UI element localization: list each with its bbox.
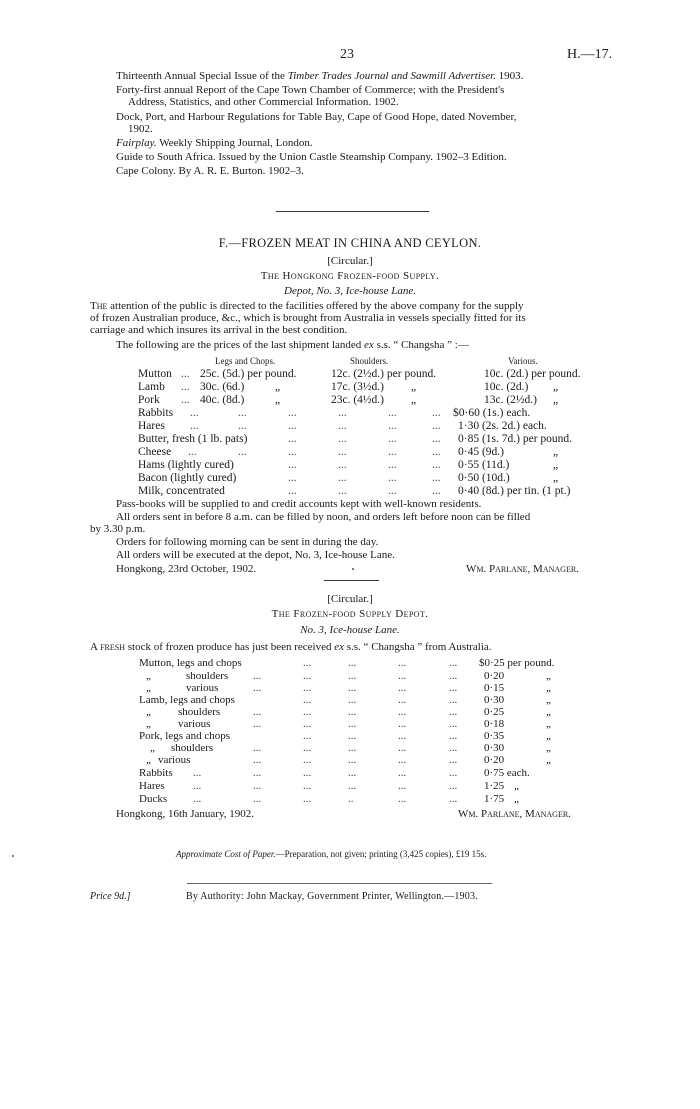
leader-dots: ... xyxy=(303,657,312,669)
drop-word: A fresh xyxy=(90,641,125,653)
table-row xyxy=(0,793,700,806)
leader-dots: ... xyxy=(388,472,397,484)
reference-item: Guide to South Africa. Issued by the Union Castle Steamship Company. 1902–3 Edition. xyxy=(116,151,507,163)
column-header-legs: Legs and Chops. xyxy=(215,356,276,366)
leader-dots: ... xyxy=(449,670,458,682)
leader-dots: ... xyxy=(338,420,347,432)
ditto-mark: „ xyxy=(146,706,151,718)
price-label: Price 9d.] xyxy=(90,891,131,902)
leader-dots: ... xyxy=(398,793,407,805)
leader-dots: ... xyxy=(432,420,441,432)
leader-dots: ... xyxy=(338,407,347,419)
item-name: Hams (lightly cured) xyxy=(138,459,234,471)
item-price: 0·15 xyxy=(484,682,505,694)
leader-dots: ... xyxy=(398,730,407,742)
leader-dots: ... xyxy=(303,742,312,754)
item-name: various xyxy=(178,718,211,730)
ditto-mark: „ xyxy=(546,742,551,754)
reference-item: Cape Colony. By A. R. E. Burton. 1902–3. xyxy=(116,165,304,177)
circular-label: [Circular.] xyxy=(327,255,373,267)
circular-heading: The Hongkong Frozen-food Supply. xyxy=(260,270,440,282)
leader-dots: ... xyxy=(338,459,347,471)
leader-dots: ... xyxy=(338,472,347,484)
leader-dots: ... xyxy=(398,780,407,792)
leader-dots: ... xyxy=(190,407,199,419)
leader-dots: ... xyxy=(449,657,458,669)
section-title: F.—FROZEN MEAT IN CHINA AND CEYLON. xyxy=(218,236,482,250)
leader-dots: ... xyxy=(449,682,458,694)
table-row xyxy=(0,420,700,434)
leader-dots: ... xyxy=(432,446,441,458)
leader-dots: ... xyxy=(288,446,297,458)
table-row xyxy=(0,433,700,447)
leader-dots: ... xyxy=(190,420,199,432)
leader-dots: ... xyxy=(388,433,397,445)
leader-dots: ... xyxy=(303,670,312,682)
printer-authority: By Authority: John Mackay, Government Printer, Wellington.—1903. xyxy=(186,891,478,902)
legs-price: 30c. (6d.) xyxy=(200,381,245,393)
leader-dots: ... xyxy=(449,767,458,779)
various-price: 10c. (2d.) per pound. xyxy=(484,368,581,380)
reference-year: 1903. xyxy=(495,70,524,82)
leader-dots: ... xyxy=(188,446,197,458)
circular-label: [Circular.] xyxy=(327,593,373,605)
leader-dots: ... xyxy=(432,407,441,419)
leader-dots: ... xyxy=(253,682,262,694)
ditto-mark: „ xyxy=(553,394,559,406)
item-price: 0·25 xyxy=(484,706,505,718)
signature: Wm. Parlane, Manager. xyxy=(458,808,571,820)
leader-dots: ... xyxy=(388,485,397,497)
drop-word: The xyxy=(90,300,108,312)
leader-dots: ... xyxy=(193,780,202,792)
ditto-mark: „ xyxy=(514,793,519,805)
item-price: 0·30 xyxy=(484,742,505,754)
leader-dots: ... xyxy=(449,780,458,792)
table-row xyxy=(0,381,700,395)
ditto-mark: „ xyxy=(275,394,281,406)
reference-item-continued: Address, Statistics, and other Commercial Information. 1902. xyxy=(128,96,399,108)
table-row xyxy=(0,780,700,793)
reference-title: Fairplay. xyxy=(116,137,157,149)
shoulders-price: 17c. (3½d.) xyxy=(331,381,385,393)
place-date: Hongkong, 16th January, 1902. xyxy=(116,808,254,820)
leader-dots: ... xyxy=(398,694,407,706)
leader-dots: ... xyxy=(338,446,347,458)
leader-dots: ... xyxy=(388,420,397,432)
item-name: Bacon (lightly cured) xyxy=(138,472,237,484)
leader-dots: ... xyxy=(398,754,407,766)
ditto-mark: „ xyxy=(146,754,151,766)
leader-dots: ... xyxy=(348,730,357,742)
leader-dots: ... xyxy=(288,459,297,471)
leader-dots: ... xyxy=(303,767,312,779)
leader-dots: ... xyxy=(253,767,262,779)
leader-dots: ... xyxy=(193,793,202,805)
signature: Wm. Parlane, Manager. xyxy=(466,563,579,575)
item-name: shoulders xyxy=(171,742,214,754)
ditto-mark: „ xyxy=(275,381,281,393)
leader-dots: ... xyxy=(193,767,202,779)
leader-dots: ... xyxy=(432,433,441,445)
ditto-mark: „ xyxy=(411,394,417,406)
item-price: 0·30 xyxy=(484,694,505,706)
legs-price: 25c. (5d.) per pound. xyxy=(200,368,297,380)
leader-dots: ... xyxy=(338,433,347,445)
item-price: 0·50 (10d.) xyxy=(458,472,510,484)
leader-dots: ... xyxy=(348,694,357,706)
intro-text: The following are the prices of the last shipment landed xyxy=(116,339,365,351)
leader-dots: ... xyxy=(303,730,312,742)
reference-item-continued: 1902. xyxy=(128,123,153,135)
item-price: 0·20 xyxy=(484,754,505,766)
item-name: Lamb xyxy=(138,381,165,393)
leader-dots: ... xyxy=(348,706,357,718)
intro-paragraph-line: of frozen Australian produce, &c., which is brought from Australia in vessels specially fitted for its xyxy=(90,312,526,324)
leader-dots: ... xyxy=(348,742,357,754)
various-price: 13c. (2½d.) xyxy=(484,394,538,406)
shoulders-price: 12c. (2½d.) per pound. xyxy=(331,368,437,380)
intro-text: stock of frozen produce has just been received xyxy=(125,641,335,653)
item-price: 1·30 (2s. 2d.) each. xyxy=(458,420,547,432)
intro-paragraph-line xyxy=(90,300,524,312)
circular-subheading: Depot, No. 3, Ice-house Lane. xyxy=(284,285,416,297)
leader-dots: ... xyxy=(348,657,357,669)
leader-dots: ... xyxy=(449,706,458,718)
leader-dots: ... xyxy=(388,459,397,471)
leader-dots: ... xyxy=(398,706,407,718)
intro-text: attention of the public is directed to the facilities offered by the above company for the supply xyxy=(107,300,524,312)
leader-dots: ... xyxy=(398,718,407,730)
ditto-mark: „ xyxy=(514,780,519,792)
item-price: $0·25 per pound. xyxy=(479,657,555,669)
item-price: 0·40 (8d.) per tin. (1 pt.) xyxy=(458,485,571,497)
leader-dots: ... xyxy=(398,670,407,682)
note-line: All orders will be executed at the depot, No. 3, Ice-house Lane. xyxy=(116,549,395,561)
item-name: Milk, concentrated xyxy=(138,485,225,497)
ditto-mark: „ xyxy=(553,472,559,484)
leader-dots: ... xyxy=(253,670,262,682)
leader-dots: ... xyxy=(253,793,262,805)
leader-dots: ... xyxy=(303,718,312,730)
item-name: shoulders xyxy=(178,706,221,718)
leader-dots: ... xyxy=(348,754,357,766)
leader-dots: ... xyxy=(348,780,357,792)
leader-dots: ... xyxy=(303,754,312,766)
reference-item xyxy=(116,70,523,82)
leader-dots: ... xyxy=(388,446,397,458)
leader-dots: ... xyxy=(449,694,458,706)
item-price: 0·55 (11d.) xyxy=(458,459,510,471)
item-price: 1·75 xyxy=(484,793,505,805)
section-divider xyxy=(276,211,429,212)
item-price: 0·45 (9d.) xyxy=(458,446,504,458)
ditto-mark: „ xyxy=(546,682,551,694)
margin-mark xyxy=(12,855,14,857)
leader-dots: ... xyxy=(348,718,357,730)
leader-dots: ... xyxy=(238,446,247,458)
ditto-mark: „ xyxy=(546,670,551,682)
ditto-mark: „ xyxy=(553,381,559,393)
ditto-mark: „ xyxy=(546,754,551,766)
item-price: 1·25 xyxy=(484,780,505,792)
ditto-mark: „ xyxy=(411,381,417,393)
leader-dots: ... xyxy=(348,682,357,694)
leader-dots: ... xyxy=(253,718,262,730)
note-line: All orders sent in before 8 a.m. can be filled by noon, and orders left before noon can be filled xyxy=(116,511,531,523)
table-row xyxy=(0,754,700,767)
reference-text: Weekly Shipping Journal, London. xyxy=(156,137,313,149)
leader-dots: ... xyxy=(303,706,312,718)
leader-dots: ... xyxy=(398,657,407,669)
item-name: Cheese xyxy=(138,446,172,458)
ditto-mark: „ xyxy=(150,742,155,754)
item-name: Ducks xyxy=(139,793,168,805)
leader-dots: ... xyxy=(432,459,441,471)
intro-italic: ex xyxy=(334,641,344,653)
ditto-mark: „ xyxy=(553,446,559,458)
intro-paragraph-line xyxy=(116,339,469,351)
leader-dots: ... xyxy=(338,485,347,497)
ditto-mark: „ xyxy=(146,718,151,730)
item-name: Butter, fresh (1 lb. pats) xyxy=(138,433,248,445)
item-name: shoulders xyxy=(186,670,229,682)
intro-paragraph-line: carriage and which insures its arrival in the best condition. xyxy=(90,324,348,336)
intro-text: s.s. “ Changsha ” :— xyxy=(373,339,469,351)
ditto-mark: „ xyxy=(546,730,551,742)
intro-italic: ex xyxy=(364,339,374,351)
leader-dots: ... xyxy=(288,485,297,497)
ditto-mark: „ xyxy=(553,459,559,471)
leader-dots: ... xyxy=(449,742,458,754)
reference-title: Timber Trades Journal and Sawmill Advertiser. xyxy=(287,70,496,82)
column-header-various: Various. xyxy=(508,356,538,366)
leader-dots: ... xyxy=(449,754,458,766)
ditto-mark: „ xyxy=(146,682,151,694)
leader-dots: ... xyxy=(348,670,357,682)
intro-paragraph-line xyxy=(90,641,492,653)
item-name: Mutton, legs and chops xyxy=(139,657,242,669)
ditto-mark: „ xyxy=(546,706,551,718)
table-row xyxy=(0,472,700,486)
reference-item: Dock, Port, and Harbour Regulations for Table Bay, Cape of Good Hope, dated November, xyxy=(116,111,517,123)
column-header-shoulders: Shoulders. xyxy=(350,356,389,366)
item-name: Hares xyxy=(139,780,165,792)
leader-dots: ... xyxy=(303,682,312,694)
page-number: 23 xyxy=(340,47,354,62)
ditto-mark: „ xyxy=(146,670,151,682)
leader-dots: ... xyxy=(432,485,441,497)
leader-dots: ... xyxy=(253,754,262,766)
note-line: Pass-books will be supplied to and credit accounts kept with well-known residents. xyxy=(116,498,482,510)
leader-dots: ... xyxy=(398,742,407,754)
leader-dots: ... xyxy=(253,706,262,718)
cost-note-text: —Preparation, not given; printing (3,425 copies), £19 15s. xyxy=(275,849,487,859)
item-name: Pork, legs and chops xyxy=(139,730,231,742)
leader-dots: ... xyxy=(388,407,397,419)
circular-subheading: No. 3, Ice-house Lane. xyxy=(300,624,400,636)
table-row xyxy=(0,767,700,780)
reference-item: Forty-first annual Report of the Cape Town Chamber of Commerce; with the President's xyxy=(116,84,505,96)
leader-dots: ... xyxy=(288,472,297,484)
note-line: by 3.30 p.m. xyxy=(90,523,146,535)
table-row xyxy=(0,446,700,460)
item-name: Mutton xyxy=(138,368,172,380)
leader-dots: ... xyxy=(449,718,458,730)
item-name: various xyxy=(158,754,191,766)
leader-dots: ... xyxy=(288,420,297,432)
leader-dots: ... xyxy=(432,472,441,484)
item-price: 0·20 xyxy=(484,670,505,682)
item-name: Pork xyxy=(138,394,160,406)
leader-dots: ... xyxy=(348,767,357,779)
leader-dots: ... xyxy=(238,420,247,432)
leader-dots: ... xyxy=(398,767,407,779)
table-row xyxy=(0,485,700,499)
item-price: $0·60 (1s.) each. xyxy=(453,407,531,419)
leader-dots: .. xyxy=(348,793,354,805)
reference-item xyxy=(116,137,313,149)
cost-note-label: Approximate Cost of Paper. xyxy=(176,849,276,859)
leader-dots: ... xyxy=(238,407,247,419)
ditto-mark: „ xyxy=(546,694,551,706)
table-row xyxy=(0,657,700,670)
item-price: 0·85 (1s. 7d.) per pound. xyxy=(458,433,573,445)
leader-dots: ... xyxy=(303,694,312,706)
leader-dots: ... xyxy=(449,730,458,742)
footer-rule xyxy=(187,883,492,884)
shoulders-price: 23c. (4½d.) xyxy=(331,394,385,406)
item-name: Hares xyxy=(138,420,165,432)
item-name: Rabbits xyxy=(138,407,174,419)
item-name: Rabbits xyxy=(139,767,173,779)
leader-dots: ... xyxy=(288,407,297,419)
document-reference: H.—17. xyxy=(567,47,613,62)
table-row xyxy=(0,459,700,473)
leader-dots: ... xyxy=(449,793,458,805)
circular-divider xyxy=(324,580,379,581)
legs-price: 40c. (8d.) xyxy=(200,394,245,406)
leader-dots: ... xyxy=(303,793,312,805)
item-name: Lamb, legs and chops xyxy=(139,694,235,706)
table-row xyxy=(0,368,700,382)
place-date: Hongkong, 23rd October, 1902. xyxy=(116,563,257,575)
leader-dots: ... xyxy=(181,394,190,406)
leader-dots: ... xyxy=(253,780,262,792)
item-price: 0·75 each. xyxy=(484,767,530,779)
ditto-mark: „ xyxy=(546,718,551,730)
item-name: various xyxy=(186,682,219,694)
table-row xyxy=(0,407,700,421)
leader-dots: ... xyxy=(288,433,297,445)
leader-dots: ... xyxy=(303,780,312,792)
table-row xyxy=(0,394,700,408)
circular-heading: The Frozen-food Supply Depot. xyxy=(271,608,429,620)
leader-dots: ... xyxy=(398,682,407,694)
printing-cost-note xyxy=(176,849,486,859)
leader-dots: ... xyxy=(253,742,262,754)
stray-ink-mark xyxy=(352,568,354,570)
intro-text: s.s. “ Changsha ” from Australia. xyxy=(344,641,492,653)
item-price: 0·18 xyxy=(484,718,505,730)
leader-dots: ... xyxy=(181,381,190,393)
various-price: 10c. (2d.) xyxy=(484,381,529,393)
item-price: 0·35 xyxy=(484,730,505,742)
note-line: Orders for following morning can be sent in during the day. xyxy=(116,536,379,548)
leader-dots: ... xyxy=(181,368,190,380)
reference-text: Thirteenth Annual Special Issue of the xyxy=(116,70,288,82)
